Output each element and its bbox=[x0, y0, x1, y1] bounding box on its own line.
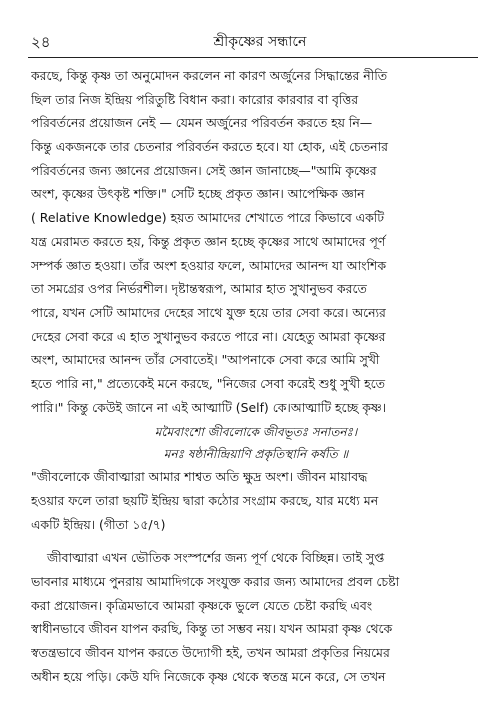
text-line: অংশ, কৃষ্ণের উৎকৃষ্ট শক্তি।" সেটি হচ্ছে প্রকৃত জ্ঞান। আপেক্ষিক জ্ঞান bbox=[31, 186, 365, 202]
header-rule bbox=[28, 57, 478, 58]
text-line: ছিল তার নিজ ইন্দ্রিয় পরিতুষ্টি বিধান করা। কারোর কারবার বা বৃত্তির bbox=[31, 91, 359, 107]
text-line: তা সমগ্রের ওপর নির্ভরশীল। দৃষ্টান্তস্বরূপ, আমার হাত সুখানুভব করতে bbox=[31, 281, 367, 297]
text-line: পারে, যখন সেটি আমাদের দেহের সাথে যুক্ত হয়ে তার সেবা করে। অন্যের bbox=[31, 304, 386, 320]
text-line: কিন্তু একজনকে তার চেতনার পরিবর্তন করতে হবে। যা হোক, এই চেতনার bbox=[31, 139, 388, 155]
paragraph-gap bbox=[31, 536, 481, 546]
page-body bbox=[31, 64, 481, 689]
text-line: পরিবর্তনের প্রয়োজন নেই — যেমন অর্জুনের পরিবর্তন করতে হয় নি— bbox=[31, 115, 373, 131]
text-line: অংশ, আমাদের আনন্দ তাঁর সেবাতেই। "আপনাকে সেবা করে আমি সুখী bbox=[31, 352, 380, 368]
text-line: ভাবনার মাধ্যমে পুনরায় আমাদিগকে সংযুক্ত করার জন্য আমাদের প্রবল চেষ্টা bbox=[31, 574, 400, 590]
page-number: ২৪ bbox=[31, 33, 51, 51]
verse-translation bbox=[31, 465, 481, 536]
text-line: পরিবর্তনের জন্য জ্ঞানের প্রয়োজন। সেই জ্ঞান জানাচ্ছে—"আমি কৃষ্ণের bbox=[31, 162, 377, 178]
verse-line: মমৈবাংশো জীবলোকে জীবভূতঃ সনাতনঃ। bbox=[154, 425, 358, 440]
text-line: হতে পারি না," প্রত্যেকেই মনে করছে, "নিজের সেবা করেই শুধু সুখী হতে bbox=[31, 375, 385, 391]
running-title: শ্রীকৃষ্ণের সন্ধানে bbox=[213, 34, 307, 50]
text-line: অধীন হয়ে পড়ি। কেউ যদি নিজেকে কৃষ্ণ থেকে স্বতন্ত্র মনে করে, সে তখন bbox=[31, 668, 386, 684]
text-line: যন্ত্র মেরামত করতে হয়, কিন্তু প্রকৃত জ্ঞান হচ্ছে কৃষ্ণের সাথে আমাদের পূর্ণ bbox=[31, 233, 386, 249]
text-line: করা প্রয়োজন। কৃত্রিমভাবে আমরা কৃষ্ণকে ভুলে যেতে চেষ্টা করছি এবং bbox=[31, 597, 373, 613]
paragraph-2 bbox=[31, 546, 481, 688]
text-line: পারি।" কিন্তু কেউই জানে না এই আত্মাটি (Self) কে।আত্মাটি হচ্ছে কৃষ্ণ। bbox=[31, 399, 387, 415]
text-line: হওয়ার ফলে তারা ছয়টি ইন্দ্রিয় দ্বারা কঠোর সংগ্রাম করছে, যার মধ্যে মন bbox=[31, 493, 379, 508]
text-line: স্বাধীনভাবে জীবন যাপন করছি, কিন্তু তা সম্ভব নয়। যখন আমরা কৃষ্ণ থেকে bbox=[31, 621, 393, 637]
text-line: জীবাত্মারা এখন ভৌতিক সংস্পর্শের জন্য পূর্ণ থেকে বিচ্ছিন্ন। তাই সুপ্ত bbox=[47, 550, 385, 566]
text-line: দেহের সেবা করে এ হাত সুখানুভব করতে পারে না। যেহেতু আমরা কৃষ্ণের bbox=[31, 328, 386, 344]
text-line: ( Relative Knowledge) হয়ত আমাদের শেখাতে পারে কিভাবে একটি bbox=[31, 210, 385, 226]
paragraph-1 bbox=[31, 64, 481, 419]
text-line: একটি ইন্দ্রিয়। (গীতা ১৫/৭) bbox=[31, 516, 166, 532]
sanskrit-verse bbox=[31, 421, 481, 465]
text-line: করছে, কিন্তু কৃষ্ণ তা অনুমোদন করলেন না কারণ অর্জুনের সিদ্ধান্তের নীতি bbox=[31, 68, 388, 83]
text-line: "জীবলোকে জীবাত্মারা আমার শাশ্বত অতি ক্ষুদ্র অংশ। জীবন মায়াবদ্ধ bbox=[31, 469, 368, 485]
verse-line: মনঃ ষষ্ঠানীন্দ্রিয়াণি প্রকৃতিস্থানি কর্ষতি ॥ bbox=[163, 447, 349, 462]
text-line: স্বতন্ত্রভাবে জীবন যাপন করতে উদ্যোগী হই, তখন আমরা প্রকৃতির নিয়মের bbox=[31, 645, 390, 661]
text-line: সম্পর্ক জ্ঞাত হওয়া। তাঁর অংশ হওয়ার ফলে, আমাদের আনন্দ যা আংশিক bbox=[31, 257, 387, 273]
